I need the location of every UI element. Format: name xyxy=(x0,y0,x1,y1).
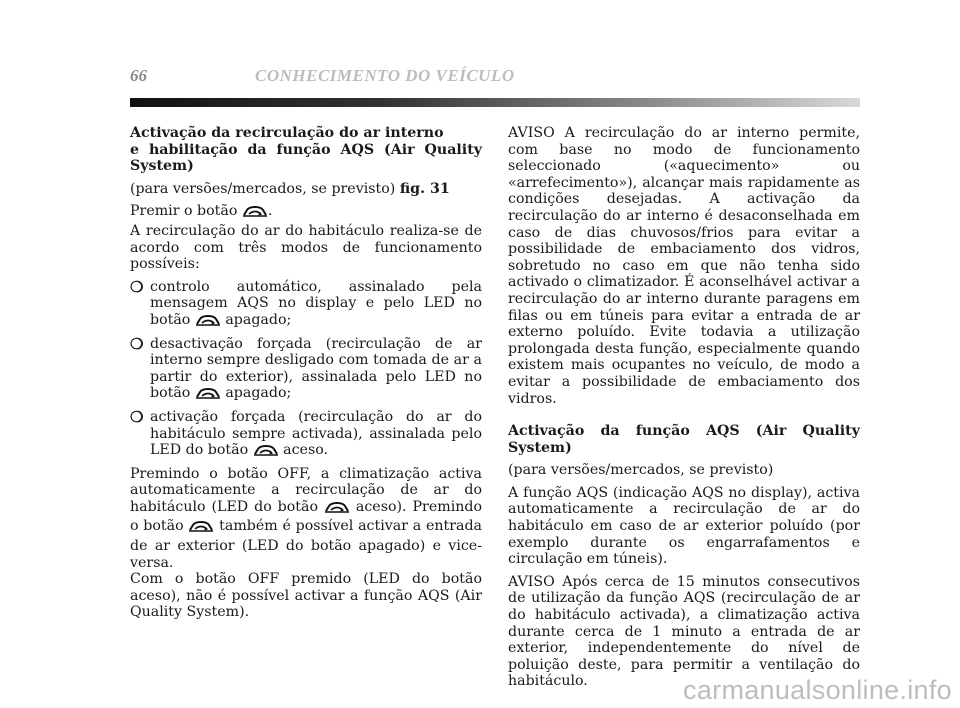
warning-recirculation: AVISO A recirculação do ar interno permite, com base no modo de funcionamento seleccionado («aquecimento» ou «arrefecimento»), alcançar mais rapidamente as condições desejadas. A activação da recirculação do ar interno é desaconselhada em caso de dias chuvosos/frios para evitar a possibilidade de embaciamento dos vidros, sobretudo no caso em que não tenha sido activado o climatizador. É aconselhável activar a recirculação do ar interno durante paragens em filas ou em túneis para evitar a entrada de ar externo poluído. Evite todavia a utilização prolongada desta função, especialmente quando existem mais ocupantes no veículo, de modo a evitar a possibilidade de embaciamento dos vidros. xyxy=(508,125,860,407)
section-subheading-aqs: (para versões/mercados, se previsto) xyxy=(508,462,774,479)
section-subheading: (para versões/mercados, se previsto) fig. 31 xyxy=(130,180,450,197)
warning-aqs: AVISO Após cerca de 15 minutos consecutivos de utilização da função AQS (recirculação de ar do habitáculo activada), a climatização activa durante cerca de 1 minuto a entrada de ar exterior, independentemente do nível de poluição deste, para permitir a ventilação do habitáculo. xyxy=(508,573,860,690)
recirculation-icon xyxy=(324,500,350,519)
left-column xyxy=(130,125,482,627)
recirculation-icon xyxy=(242,204,268,223)
watermark: carmanualsonline.info xyxy=(683,675,952,705)
bullet-circle-icon: ❍ xyxy=(130,407,144,426)
page-number: 66 xyxy=(130,66,147,85)
off-pressed-paragraph: Com o botão OFF premido (LED do botão aceso), não é possível activar a função AQS (Air Quality System). xyxy=(130,571,482,621)
list-item: ❍ desactivação forçada (recirculação de ar interno sempre desligado com tomada de ar a partir do exterior), assinalada pelo LED no botão apagado; xyxy=(130,336,482,405)
recirculation-icon xyxy=(253,443,279,462)
off-button-paragraph: Premindo o botão OFF, a climatização activa automaticamente a recirculação de ar do habitáculo (LED do botão aceso). Premindo o botão também é possível activar a entrada de ar exterior (LED do botão apagado) e vice-versa. xyxy=(130,465,482,571)
bullet-circle-icon: ❍ xyxy=(130,334,144,353)
list-item: ❍ controlo automático, assinalado pela mensagem AQS no display e pelo LED no botão apagado; xyxy=(130,279,482,332)
recirculation-icon xyxy=(188,519,214,538)
figure-reference: fig. 31 xyxy=(399,180,450,197)
press-instruction: Premir o botão . xyxy=(130,203,482,223)
section-heading-aqs: Activação da função AQS (Air Quality System) xyxy=(508,423,860,456)
recirculation-icon xyxy=(195,386,221,405)
running-head: CONHECIMENTO DO VEÍCULO xyxy=(255,66,515,85)
right-column xyxy=(508,125,860,696)
aqs-paragraph: A função AQS (indicação AQS no display), activa automaticamente a recirculação de ar do habitáculo em caso de ar exterior poluído (por exemplo durante os engarrafamentos e circulação em túneis). xyxy=(508,484,860,568)
recirculation-icon xyxy=(195,313,221,332)
list-item: ❍ activação forçada (recirculação do ar do habitáculo sempre activada), assinalada pelo LED do botão aceso. xyxy=(130,409,482,462)
section-heading-recirculation: Activação da recirculação do ar interno e habilitação da função AQS (Air Quality System) xyxy=(130,125,482,175)
intro-paragraph: A recirculação do ar do habitáculo realiza-se de acordo com três modos de funcionamento possíveis: xyxy=(130,222,482,273)
header-rule xyxy=(130,98,860,107)
bullet-circle-icon: ❍ xyxy=(130,277,144,296)
